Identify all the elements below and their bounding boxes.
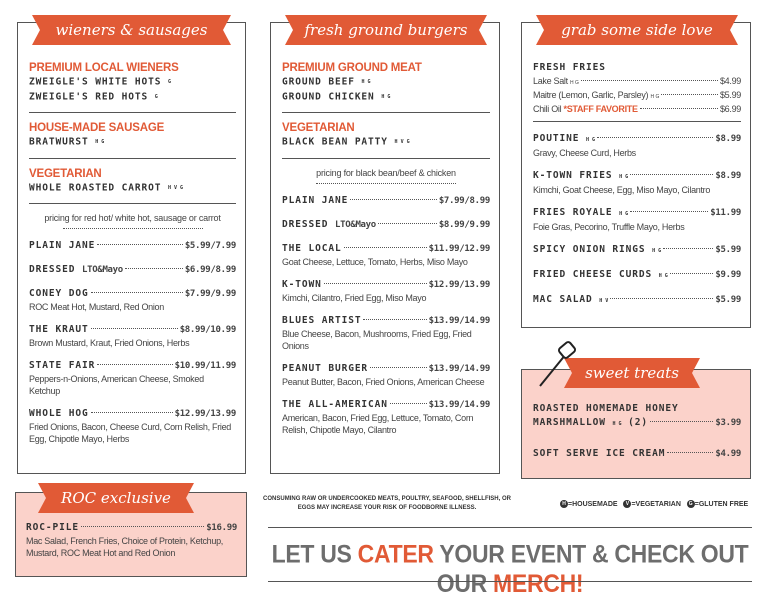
footer-banner: LET US CATER YOUR EVENT & CHECK OUT OUR MERCH! (271, 539, 749, 598)
menu-item: MAC SALAD H V $5.99 (533, 293, 741, 308)
menu-item: PEANUT BURGER $13.99/14.99 (282, 362, 490, 374)
wieners-content (29, 61, 236, 445)
menu-item: SPICY ONION RINGS H G $5.99 (533, 243, 741, 258)
sides-content (533, 61, 741, 308)
menu-item: GROUND BEEF H G (282, 76, 371, 88)
item-description: Goat Cheese, Lettuce, Tomato, Herbs, Miso Mayo (282, 256, 468, 267)
burgers-banner: fresh ground burgers (293, 15, 479, 45)
section-heading: PREMIUM GROUND MEAT (282, 62, 422, 74)
diet-tag: H G (619, 174, 629, 180)
menu-item: SOFT SERVE ICE CREAM $4.99 (533, 448, 741, 459)
divider (282, 158, 490, 159)
divider (282, 112, 490, 113)
menu-item: FRIED CHEESE CURDS H G $9.99 (533, 268, 741, 283)
menu-item: ZWEIGLE'S RED HOTS G (29, 91, 158, 102)
item-description: Peppers-n-Onions, American Cheese, Smoked Ketchup (29, 374, 204, 396)
menu-item: K-TOWN FRIES H G $8.99 (533, 169, 741, 184)
menu-item: ROASTED HOMEMADE HONEY (533, 403, 679, 414)
diet-tag: H G (570, 80, 579, 86)
wiener-items (29, 239, 236, 445)
section-heading: PREMIUM LOCAL WIENERS (29, 62, 179, 74)
menu-item: MARSHMALLOW H G (2) $3.99 (533, 416, 741, 431)
item-description: Foie Gras, Pecorino, Truffle Mayo, Herbs (533, 222, 685, 232)
menu-item: ZWEIGLE'S WHITE HOTS G (29, 76, 172, 88)
menu-item: Chili Oil *STAFF FAVORITE $6.99 (533, 104, 741, 114)
item-description: Mac Salad, French Fries, Choice of Protein, Ketchup, Mustard, ROC Meat Hot and Red Onion (26, 536, 223, 558)
item-description: Blue Cheese, Bacon, Mushrooms, Fried Egg, Fried Onions (282, 328, 472, 351)
menu-item: WHOLE ROASTED CARROT H V G (29, 182, 184, 193)
divider (29, 112, 236, 113)
menu-item: FRIES ROYALE H G $11.99 (533, 206, 741, 221)
diet-tag: H G (658, 273, 668, 279)
section-heading: HOUSE-MADE SAUSAGE (29, 122, 165, 134)
wieners-panel (17, 22, 246, 474)
roc-content (26, 521, 237, 559)
diet-tag: G (154, 93, 158, 100)
diet-tag: H G (650, 94, 660, 100)
menu-item: Lake Salt H G $4.99 (533, 75, 741, 89)
divider (533, 121, 741, 122)
menu-item: THE KRAUT $8.99/10.99 (29, 324, 236, 335)
divider (29, 203, 236, 204)
diet-tag: H V (599, 298, 609, 304)
sides-panel (521, 22, 751, 328)
diet-tag: H G (619, 211, 629, 217)
footer-rule-top (268, 527, 752, 528)
sweets-panel (521, 364, 751, 479)
section-heading: VEGETARIAN (29, 167, 102, 180)
sides-banner: grab some side love (544, 15, 730, 45)
item-description: American, Bacon, Fried Egg, Lettuce, Tomato, Corn Relish, Chipotle Mayo, Cilantro (282, 412, 474, 435)
burgers-panel (270, 22, 500, 474)
menu-item: BRATWURST H G (29, 136, 105, 148)
menu-item: K-TOWN $12.99/13.99 (282, 278, 490, 290)
footer-rule-bottom (268, 581, 752, 582)
menu-item: BLUES ARTIST $13.99/14.99 (282, 314, 490, 326)
vegetarian-icon: V (623, 500, 631, 508)
menu-item: POUTINE H G $8.99 (533, 132, 741, 147)
item-description: Fried Onions, Bacon, Cheese Curd, Corn Relish, Fried Egg, Chipotle Mayo, Herbs (29, 422, 231, 444)
menu-item: ROC-PILE $16.99 (26, 522, 237, 533)
diet-tag: H V G (168, 184, 184, 191)
menu-item: THE ALL-AMERICAN $13.99/14.99 (282, 398, 490, 410)
cater-link[interactable]: CATER (357, 539, 434, 568)
gluten-free-icon: G (687, 500, 695, 508)
sweets-content (533, 402, 741, 461)
diet-tag: H G (381, 93, 391, 100)
menu-item: STATE FAIR $10.99/11.99 (29, 360, 236, 371)
menu-item: BLACK BEAN PATTY H V G (282, 136, 410, 148)
menu-item: PLAIN JANE $7.99/8.99 (282, 194, 490, 206)
item-description: Brown Mustard, Kraut, Fried Onions, Herbs (29, 338, 190, 348)
section-heading: FRESH FRIES (533, 62, 606, 73)
menu-item: WHOLE HOG $12.99/13.99 (29, 408, 236, 419)
menu-item: Maitre (Lemon, Garlic, Parsley) H G $5.99 (533, 89, 741, 103)
item-description: Peanut Butter, Bacon, Fried Onions, American Cheese (282, 376, 485, 387)
diet-tag: H G (95, 139, 105, 145)
diet-tag: H G (361, 79, 371, 85)
menu-item: DRESSED LTO&Mayo $8.99/9.99 (282, 218, 490, 230)
menu-item: THE LOCAL $11.99/12.99 (282, 242, 490, 254)
section-heading: VEGETARIAN (282, 122, 355, 134)
item-description: ROC Meat Hot, Mustard, Red Onion (29, 302, 164, 312)
menu-item: CONEY DOG $7.99/9.99 (29, 288, 236, 299)
diet-tag: H G (585, 137, 595, 143)
roc-banner: ROC exclusive (46, 483, 186, 513)
diet-tag: H G (612, 421, 622, 427)
burgers-content (282, 61, 490, 436)
item-description: Kimchi, Cilantro, Fried Egg, Miso Mayo (282, 292, 427, 303)
diet-legend: H =HOUSEMADE V =VEGETARIAN G =GLUTEN FREE (560, 500, 748, 508)
item-description: Kimchi, Goat Cheese, Egg, Miso Mayo, Cilantro (533, 185, 711, 195)
housemade-icon: H (560, 500, 568, 508)
merch-link[interactable]: MERCH! (493, 569, 584, 598)
marshmallow-icon (536, 340, 576, 390)
diet-tag: G (168, 79, 172, 85)
menu-item: PLAIN JANE $5.99/7.99 (29, 240, 236, 251)
roc-panel (15, 489, 247, 577)
item-description: Gravy, Cheese Curd, Herbs (533, 148, 636, 158)
menu-item: GROUND CHICKEN H G (282, 91, 391, 102)
diet-tag: H V G (394, 139, 410, 145)
food-safety-warning: CONSUMING RAW OR UNDERCOOKED MEATS, POULTRY, SEAFOOD, SHELLFISH, OR EGGS MAY INCREASE YOUR RISK OF FOODBORNE ILLNESS. (263, 496, 511, 511)
wieners-banner: wieners & sausages (40, 15, 223, 45)
diet-tag: H G (652, 248, 662, 254)
divider (29, 158, 236, 159)
sweets-banner: sweet treats (572, 358, 692, 388)
menu-item: DRESSED LTO&Mayo $6.99/8.99 (29, 264, 236, 275)
pricing-note: pricing for red hot/ white hot, sausage or carrot (44, 213, 221, 223)
staff-favorite-label: *STAFF FAVORITE (563, 104, 638, 114)
pricing-note: pricing for black bean/beef & chicken (316, 167, 456, 178)
